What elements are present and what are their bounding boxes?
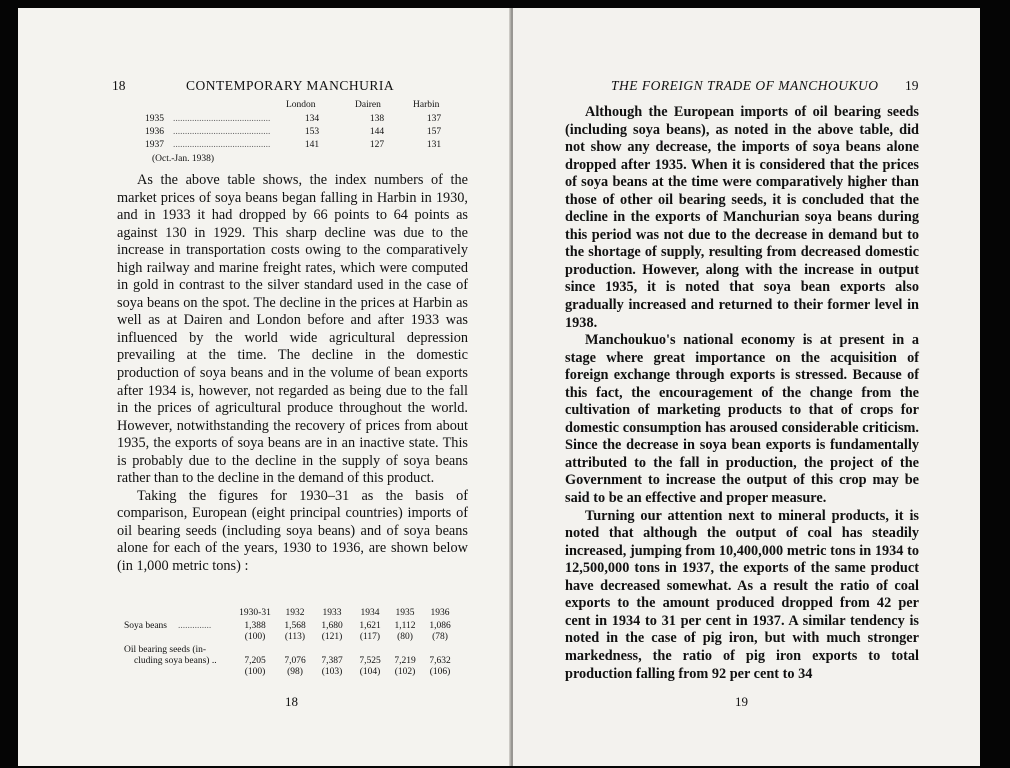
imports-col: 1933	[322, 608, 342, 618]
imports-cell: 7,205	[244, 656, 266, 666]
right-running-head: THE FOREIGN TRADE OF MANCHOUKUO	[611, 78, 879, 93]
left-running-head: CONTEMPORARY MANCHURIA	[186, 78, 395, 93]
imports-cell: 7,076	[284, 656, 306, 666]
right-page-number: 19	[905, 78, 919, 93]
imports-cell: 1,112	[394, 621, 416, 631]
index-table-note: (Oct.-Jan. 1938)	[152, 154, 214, 164]
index-cell: 144	[369, 127, 385, 137]
imports-col: 1936	[430, 608, 450, 618]
imports-index: (106)	[429, 667, 451, 677]
imports-cell: 7,525	[359, 656, 381, 666]
imports-index: (100)	[244, 667, 266, 677]
imports-col: 1932	[285, 608, 305, 618]
imports-index: (100)	[244, 632, 266, 642]
imports-index: (80)	[397, 632, 413, 642]
index-cell: 137	[426, 114, 442, 124]
index-row: 1936 ......................................... 153 144 157	[145, 127, 475, 139]
right-footer-page-number: 19	[735, 694, 748, 709]
imports-cell: 1,621	[359, 621, 381, 631]
index-cell: 141	[304, 140, 320, 150]
paragraph: Turning our attention next to mineral products, it is noted that although the output of coal has steadily increased, jumping from 10,400,000 metric tons in 1934 to 12,500,000 tons in 1937, the exports of the same product have decreased somewhat. As a result the ratio of coal exports to the amount produced dropped from 42 per cent in 1934 to 31 per cent in 1937. A similar tendency is noted in the case of pig iron, but with much stronger markedness, the ratio of pig iron exports to total production falling from 92 per cent to 34	[565, 507, 919, 682]
left-body-text	[117, 172, 468, 576]
index-row-year: 1937	[145, 140, 164, 150]
left-page-number: 18	[112, 78, 126, 93]
index-cell: 138	[369, 114, 385, 124]
imports-row-label-line2: cluding soya beans) ..	[134, 656, 217, 666]
imports-cell: 7,219	[394, 656, 416, 666]
imports-index: (78)	[432, 632, 448, 642]
imports-index: (103)	[321, 667, 343, 677]
index-cell: 127	[369, 140, 385, 150]
paragraph: Although the European imports of oil bearing seeds (including soya beans), as noted in the above table, did not show any decrease, the imports of soya beans alone dropped after 1935. When it is considered that the prices of soya beans at the time were comparatively higher than those of other oil bearing seeds, it is concluded that the decline in the exports of Manchurian soya beans during this period was not due to the decrease in demand but to the shortage of supply, resulting from decreased domestic production. However, along with the increase in output since 1935, it is noted that soya bean exports also gradually increased and returned to their former level in 1938.	[565, 104, 919, 331]
imports-index: (104)	[359, 667, 381, 677]
paragraph: As the above table shows, the index numbers of the market prices of soya beans began falling in Harbin in 1930, and in 1933 it had dropped by 66 points to 64 points as against 130 in 1929. This sharp decline was due to the increase in transportation costs owing to the comparatively high railway and marine freight rates, which were computed in gold in contrast to the silver standard used in the case of soya beans on the spot. The decline in the prices at Harbin as well as at Dairen and London before and after 1933 was influenced by the world wide agricultural depression prevailing at the time. The decline in the domestic production of soya beans and in the volume of bean exports after 1934 is, however, not regarded as being due to the fall in the prices of agricultural produce throughout the world. However, notwithstanding the recovery of prices from about 1935, the exports of soya beans are in an inactive state. This is probably due to the decline in the supply of soya beans rather than to the decline in the demand of this product.	[117, 172, 468, 487]
imports-index: (102)	[394, 667, 416, 677]
index-row-year: 1936	[145, 127, 164, 137]
imports-cell: 7,387	[321, 656, 343, 666]
index-cell: 157	[426, 127, 442, 137]
left-footer-page-number: 18	[285, 694, 298, 709]
paragraph: Manchoukuo's national economy is at present in a stage where great importance on the acquisition of foreign exchange through exports is stressed. Because of this fact, the encouragement of the change from the cultivation of marketing products to that of crops for domestic consumption has aroused considerable criticism. Since the decrease in soya bean exports is fundamentally attributed to the fall in production, the project of the Government to increase the output of this crop may be said to be an effective and proper measure.	[565, 332, 919, 507]
index-col-harbin: Harbin	[413, 100, 440, 110]
right-page	[513, 8, 980, 766]
imports-index: (117)	[359, 632, 381, 642]
index-cell: 153	[304, 127, 320, 137]
imports-cell: 1,568	[284, 621, 306, 631]
imports-col: 1930-31	[239, 608, 271, 618]
index-row-year: 1935	[145, 114, 164, 124]
imports-col: 1935	[395, 608, 415, 618]
index-col-london: London	[286, 100, 316, 110]
imports-index: (113)	[284, 632, 306, 642]
imports-row-label-line1: Oil bearing seeds (in-	[124, 645, 207, 655]
imports-index: (98)	[287, 667, 303, 677]
imports-cell: 1,680	[321, 621, 343, 631]
imports-row-label: Soya beans	[124, 621, 168, 631]
imports-cell: 1,388	[244, 621, 266, 631]
index-row: 1937 ......................................... 141 127 131	[145, 140, 475, 152]
imports-cell: 1,086	[429, 621, 451, 631]
index-row: 1935 ......................................... 134 138 137	[145, 114, 475, 126]
index-cell: 134	[304, 114, 320, 124]
imports-index: (121)	[321, 632, 343, 642]
right-body-text	[565, 104, 919, 683]
paragraph: Taking the figures for 1930–31 as the basis of comparison, European (eight principal countries) imports of oil bearing seeds (including soya beans) and of soya beans alone for each of the years, 1930 to 1936, are shown below (in 1,000 metric tons) :	[117, 487, 468, 575]
index-col-dairen: Dairen	[355, 100, 381, 110]
imports-cell: 7,632	[429, 656, 451, 666]
imports-col: 1934	[360, 608, 380, 618]
index-cell: 131	[426, 140, 442, 150]
left-page: 18 CONTEMPORARY MANCHURIA London Dairen Harbin 1935 ......................................... 134 138 137 1936 ......................................... 153 144 157 1937 ......................................... 141 127 131 (Oct.-Jan. 1938) As the above table shows, the index numbers of the market prices of soya beans began falling in Harbin in 1930, and in 1933 it had dropped by 66 points to 64 points as against 130 in 1929. This sharp decline was due to the increase in transportation costs owing to the comparatively high railway and marine freight rates, which were computed in gold in contrast to the silver standard used in the case of soya beans on the spot. The decline in the prices at Harbin as well as at Dairen and London before and after 1933 was influenced by the world wide agricultural depression prevailing at the time. The decline in the domestic production of soya beans and in the volume of bean exports after 1934 is, however, not regarded as being due to the fall in the prices of agricultural produce throughout the world. However, notwithstanding the recovery of prices from about 1935, the exports of soya beans are in an inactive state. This is probably due to the decline in the supply of soya beans rather than to the decline in the demand of this product. Taking the figures for 1930–31 as the basis of comparison, European (eight principal countries) imports of oil bearing seeds (including soya beans) and of soya beans alone for each of the years, 1930 to 1936, are shown below (in 1,000 metric tons) : 1930-31 1932 1933 1934 1935 1936 Soya beans .............. 1,388 1,568 1,680 1,621 1,112 1,086 (100) (113) (121) (117) (80) (78) Oil bearing seeds (in- cluding soya beans) .. 7,205 7,076 7,387 7,525 7,219 7,632 (100) (98) (103) (104) (102) (106) 18	[18, 8, 512, 766]
